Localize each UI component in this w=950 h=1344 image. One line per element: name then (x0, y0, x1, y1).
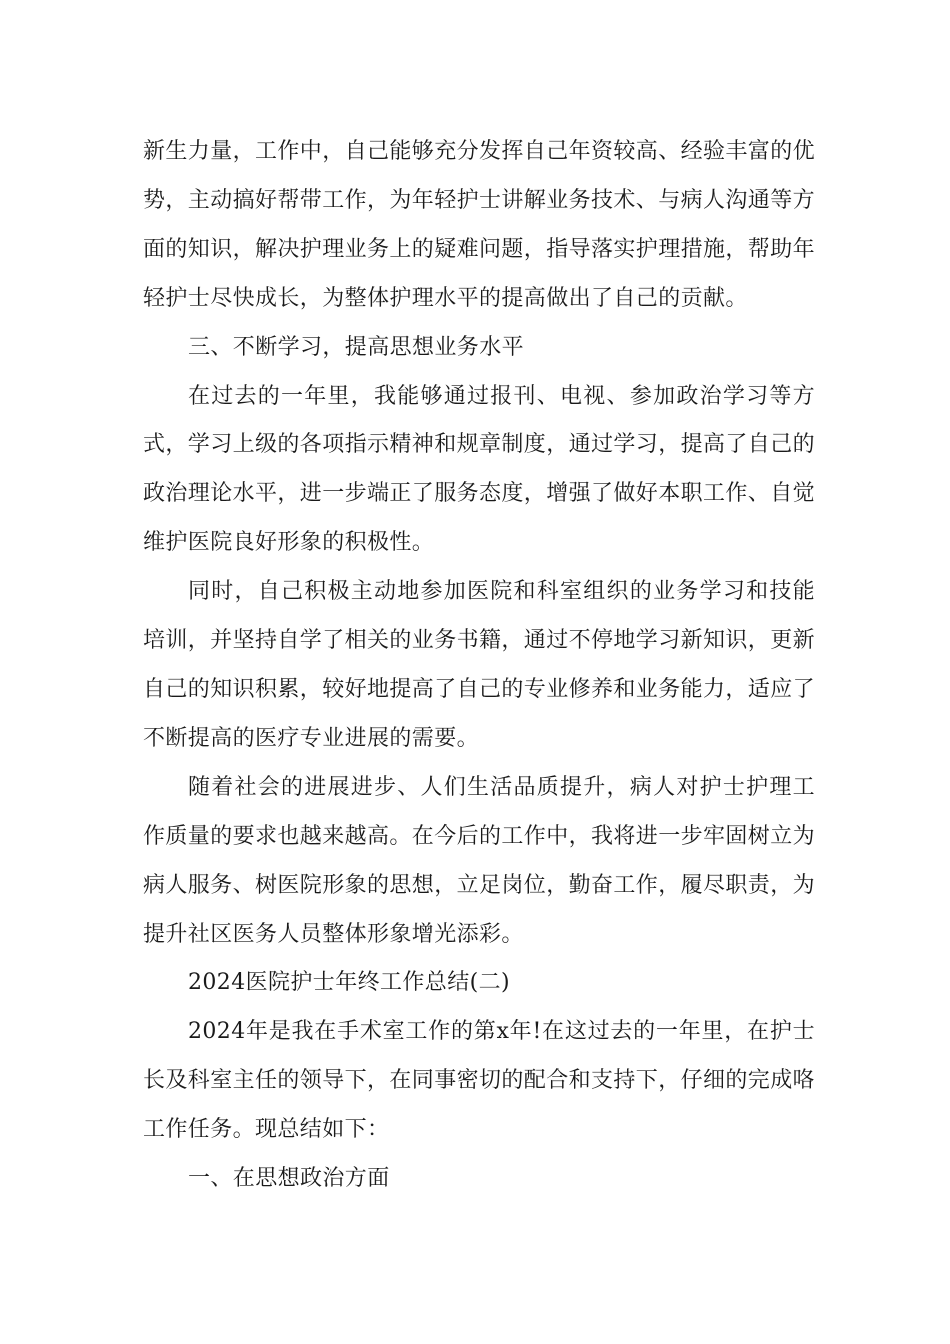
paragraph-intro: 2024年是我在手术室工作的第x年!在这过去的一年里，在护士长及科室主任的领导下，在同事密切的配合和支持下，仔细的完成咯工作任务。现总结如下： (143, 1019, 816, 1143)
section-heading-politics: 一、在思想政治方面 (188, 1166, 390, 1192)
document-body (143, 128, 815, 1204)
paragraph-study: 在过去的一年里，我能够通过报刊、电视、参加政治学习等方式，学习上级的各项指示精神和规章制度，通过学习，提高了自己的政治理论水平，进一步端正了服务态度，增强了做好本职工作、自觉维护医院良好形象的积极性。 (143, 383, 816, 556)
paragraph-training: 同时，自己积极主动地参加医院和科室组织的业务学习和技能培训，并坚持自学了相关的业务书籍，通过不停地学习新知识，更新自己的知识积累，较好地提高了自己的专业修养和业务能力，适应了不断提高的医疗专业进展的需要。 (143, 579, 816, 751)
paragraph-continuation: 新生力量，工作中，自己能够充分发挥自己年资较高、经验丰富的优势，主动搞好帮带工作，为年轻护士讲解业务技术、与病人沟通等方面的知识，解决护理业务上的疑难问题，指导落实护理措施，帮助年轻护士尽快成长，为整体护理水平的提高做出了自己的贡献。 (143, 139, 816, 311)
section-heading-learning: 三、不断学习，提高思想业务水平 (188, 334, 525, 360)
paragraph-outlook: 随着社会的进展进步、人们生活品质提升，病人对护士护理工作质量的要求也越来越高。在今后的工作中，我将进一步牢固树立为病人服务、树医院形象的思想，立足岗位，勤奋工作，履尽职责，为提升社区医务人员整体形象增光添彩。 (143, 774, 816, 947)
document-subtitle: 2024医院护士年终工作总结(二) (188, 970, 510, 996)
